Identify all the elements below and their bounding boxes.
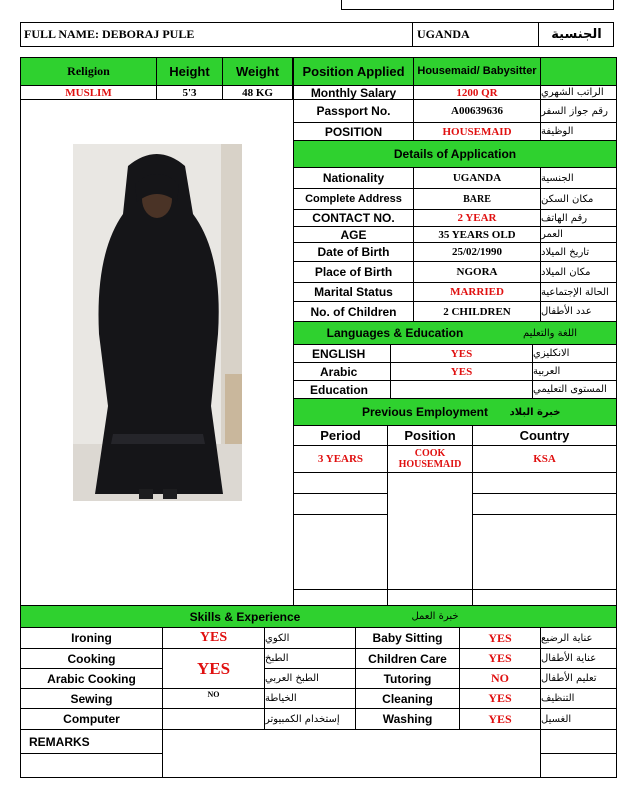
position-label: POSITION — [293, 122, 414, 141]
skill-tutoring-value: NO — [459, 668, 541, 689]
detail-ar: تاريخ الميلاد — [540, 242, 617, 262]
period-header: Period — [293, 425, 388, 446]
language-label: Education — [293, 380, 391, 399]
position-value-employment: COOK HOUSEMAID — [387, 445, 473, 473]
skill-baby-sitting-value: YES — [459, 627, 541, 649]
employment-empty-row — [293, 514, 388, 590]
language-ar: العربية — [532, 362, 617, 381]
skill-tutoring-label: Tutoring — [355, 668, 460, 689]
detail-value: NGORA — [413, 261, 541, 283]
skill-cleaning-label: Cleaning — [355, 688, 460, 709]
position-applied-value: Housemaid/ Babysitter — [413, 57, 541, 86]
detail-label: No. of Children — [293, 301, 414, 322]
language-label: ENGLISH — [293, 344, 391, 363]
period-value: 3 YEARS — [293, 445, 388, 473]
height-header: Height — [156, 57, 223, 86]
skills-title-ar: خبرة العمل — [411, 611, 459, 622]
skill-ironing-ar: الكوي — [264, 627, 356, 649]
language-ar: الانكليزي — [532, 344, 617, 363]
weight-value: 48 KG — [222, 85, 293, 100]
skill-ironing-label: Ironing — [20, 627, 163, 649]
skill-computer-label: Computer — [20, 708, 163, 730]
detail-value: MARRIED — [413, 282, 541, 302]
full-name-label: FULL NAME: — [24, 27, 99, 41]
employment-empty-row — [293, 472, 388, 494]
language-ar: المستوى التعليمي — [532, 380, 617, 399]
language-label: Arabic — [293, 362, 391, 381]
skill-arabic-cooking-label: Arabic Cooking — [20, 668, 163, 689]
skill-tutoring-ar: تعليم الأطفال — [540, 668, 617, 689]
skill-cooking-ar: الطبخ — [264, 648, 356, 669]
skill-washing-value: YES — [459, 708, 541, 730]
detail-label: Place of Birth — [293, 261, 414, 283]
height-value: 5'3 — [156, 85, 223, 100]
employment-empty-row — [293, 493, 388, 515]
passport-label: Passport No. — [293, 99, 414, 123]
skill-cleaning-ar: التنظيف — [540, 688, 617, 709]
employment-empty-row — [472, 514, 617, 590]
detail-label: Complete Address — [293, 188, 414, 210]
top-frame — [341, 0, 614, 10]
monthly-salary-value: 1200 QR — [413, 85, 541, 100]
full-name — [20, 22, 412, 47]
header-nationality-ar: الجنسية — [538, 22, 614, 47]
skill-arabic-cooking-ar: الطبخ العربي — [264, 668, 356, 689]
weight-header: Weight — [222, 57, 293, 86]
religion-value: MUSLIM — [20, 85, 157, 100]
position-applied-ar — [540, 57, 617, 86]
remarks-field — [162, 729, 541, 754]
detail-value: 2 CHILDREN — [413, 301, 541, 322]
employment-title: Previous Employment — [361, 405, 489, 419]
detail-label: Nationality — [293, 167, 414, 189]
employment-empty-row — [472, 589, 617, 606]
skill-baby-sitting-ar: عناية الرضيع — [540, 627, 617, 649]
person-photo-icon — [73, 144, 242, 501]
skills-title: Skills & Experience — [189, 609, 301, 624]
detail-label: Date of Birth — [293, 242, 414, 262]
employment-empty-row — [472, 472, 617, 494]
language-value — [390, 380, 533, 399]
monthly-salary-label: Monthly Salary — [293, 85, 414, 100]
skill-computer-value — [162, 708, 265, 730]
remarks-empty — [20, 753, 163, 778]
detail-label: Marital Status — [293, 282, 414, 302]
skill-sewing-ar: الخياطة — [264, 688, 356, 709]
employment-empty-row — [472, 493, 617, 515]
details-title: Details of Application — [293, 140, 617, 168]
skill-sewing-label: Sewing — [20, 688, 163, 709]
skill-washing-ar: الغسيل — [540, 708, 617, 730]
skill-baby-sitting-label: Baby Sitting — [355, 627, 460, 649]
position-applied-header: Position Applied — [293, 57, 414, 86]
skill-cleaning-value: YES — [459, 688, 541, 709]
skill-ironing-value: YES — [162, 627, 265, 649]
language-value: YES — [390, 362, 533, 381]
candidate-photo — [73, 144, 242, 501]
employment-title-ar: خبرة البلاد — [509, 406, 561, 418]
employment-empty-row — [293, 589, 388, 606]
employment-empty-row — [387, 472, 473, 590]
country-header: Country — [472, 425, 617, 446]
detail-value: UGANDA — [413, 167, 541, 189]
full-name-value: DEBORAJ PULE — [102, 27, 195, 41]
skill-sewing-value: NO — [207, 689, 220, 699]
remarks-label: REMARKS — [20, 729, 163, 754]
detail-ar: مكان السكن — [540, 188, 617, 210]
skill-cooking-label: Cooking — [20, 648, 163, 669]
detail-value: BARE — [413, 188, 541, 210]
employment-empty-row — [387, 589, 473, 606]
skill-cooking-value: YES — [162, 648, 265, 689]
skill-children-care-value: YES — [459, 648, 541, 669]
detail-ar: مكان الميلاد — [540, 261, 617, 283]
remarks-empty — [540, 753, 617, 778]
detail-label: AGE — [293, 226, 414, 243]
detail-value: 25/02/1990 — [413, 242, 541, 262]
languages-title: Languages & Education — [326, 326, 464, 340]
detail-ar: رقم الهاتف — [540, 209, 617, 227]
detail-ar: الحالة الإجتماعية — [540, 282, 617, 302]
remarks-ar — [540, 729, 617, 754]
passport-ar: رقم جواز السفر — [540, 99, 617, 123]
skill-children-care-ar: عناية الأطفال — [540, 648, 617, 669]
language-value: YES — [390, 344, 533, 363]
position-ar: الوظيفة — [540, 122, 617, 141]
header-nationality: UGANDA — [412, 22, 538, 47]
monthly-salary-ar: الراتب الشهري — [540, 85, 617, 100]
position-header: Position — [387, 425, 473, 446]
skill-computer-ar: إستخدام الكمبيوتر — [264, 708, 356, 730]
religion-header: Religion — [20, 57, 157, 86]
detail-ar: العمر — [540, 226, 617, 243]
detail-ar: عدد الأطفال — [540, 301, 617, 322]
country-value: KSA — [472, 445, 617, 473]
position-value: HOUSEMAID — [413, 122, 541, 141]
languages-title-ar: اللغة والتعليم — [523, 327, 577, 339]
skill-washing-label: Washing — [355, 708, 460, 730]
detail-label: CONTACT NO. — [293, 209, 414, 227]
detail-value: 2 YEAR — [413, 209, 541, 227]
passport-value: A00639636 — [413, 99, 541, 123]
skill-children-care-label: Children Care — [355, 648, 460, 669]
detail-value: 35 YEARS OLD — [413, 226, 541, 243]
detail-ar: الجنسية — [540, 167, 617, 189]
